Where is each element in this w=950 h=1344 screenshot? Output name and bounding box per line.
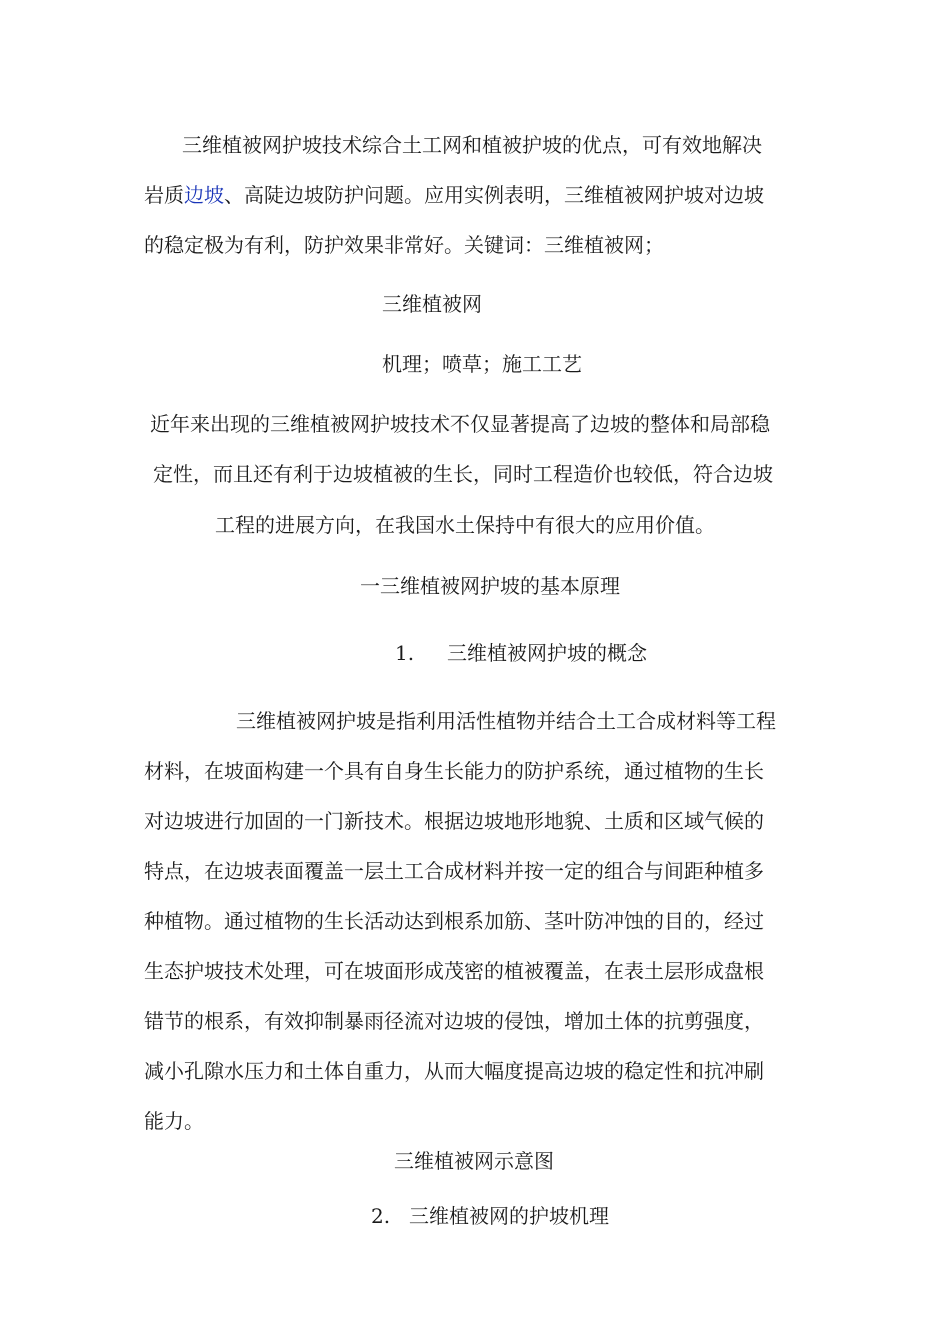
keyword-line-1: 三维植被网 [382,292,482,316]
abstract-line-2-start: 岩质 [144,183,184,207]
keyword-line-2: 机理；喷草；施工工艺 [382,352,582,376]
paragraph-1-line-3: 对边坡进行加固的一门新技术。根据边坡地形地貌、土质和区域气候的 [144,809,764,833]
subsection-heading-1 [395,639,647,667]
abstract-line-3: 的稳定极为有利，防护效果非常好。关键词：三维植被网； [144,233,664,257]
intro-line-2: 定性，而且还有利于边坡植被的生长，同时工程造价也较低，符合边坡 [153,462,773,486]
edge-slope-link[interactable]: 边坡 [184,183,224,207]
subsection-number-2: 2. [371,1204,391,1228]
paragraph-1-line-6: 生态护坡技术处理，可在坡面形成茂密的植被覆盖，在表土层形成盘根 [144,959,764,983]
abstract-line-2-end: 、高陡边坡防护问题。应用实例表明，三维植被网护坡对边坡 [224,183,764,207]
paragraph-1-line-2: 材料，在坡面构建一个具有自身生长能力的防护系统，通过植物的生长 [144,759,764,783]
figure-caption: 三维植被网示意图 [394,1149,554,1173]
paragraph-1-line-5: 种植物。通过植物的生长活动达到根系加筋、茎叶防冲蚀的目的，经过 [144,909,764,933]
abstract-line-2 [144,181,764,209]
intro-line-3: 工程的进展方向，在我国水土保持中有很大的应用价值。 [215,513,715,537]
subsection-heading-2 [371,1202,609,1230]
abstract-line-1: 三维植被网护坡技术综合土工网和植被护坡的优点，可有效地解决 [182,133,762,157]
subsection-number-1: 1. [395,641,415,665]
intro-line-1: 近年来出现的三维植被网护坡技术不仅显著提高了边坡的整体和局部稳 [150,412,770,436]
paragraph-1-line-1: 三维植被网护坡是指利用活性植物并结合土工合成材料等工程 [236,709,776,733]
subsection-title-1: 三维植被网护坡的概念 [447,641,647,665]
paragraph-1-line-7: 错节的根系，有效抑制暴雨径流对边坡的侵蚀，增加土体的抗剪强度， [144,1009,764,1033]
section-heading-1: 一三维植被网护坡的基本原理 [360,574,620,598]
paragraph-1-line-8: 减小孔隙水压力和土体自重力，从而大幅度提高边坡的稳定性和抗冲刷 [144,1059,764,1083]
paragraph-1-line-4: 特点，在边坡表面覆盖一层土工合成材料并按一定的组合与间距种植多 [144,859,764,883]
paragraph-1-line-9: 能力。 [144,1109,204,1133]
subsection-title-2: 三维植被网的护坡机理 [409,1204,609,1228]
